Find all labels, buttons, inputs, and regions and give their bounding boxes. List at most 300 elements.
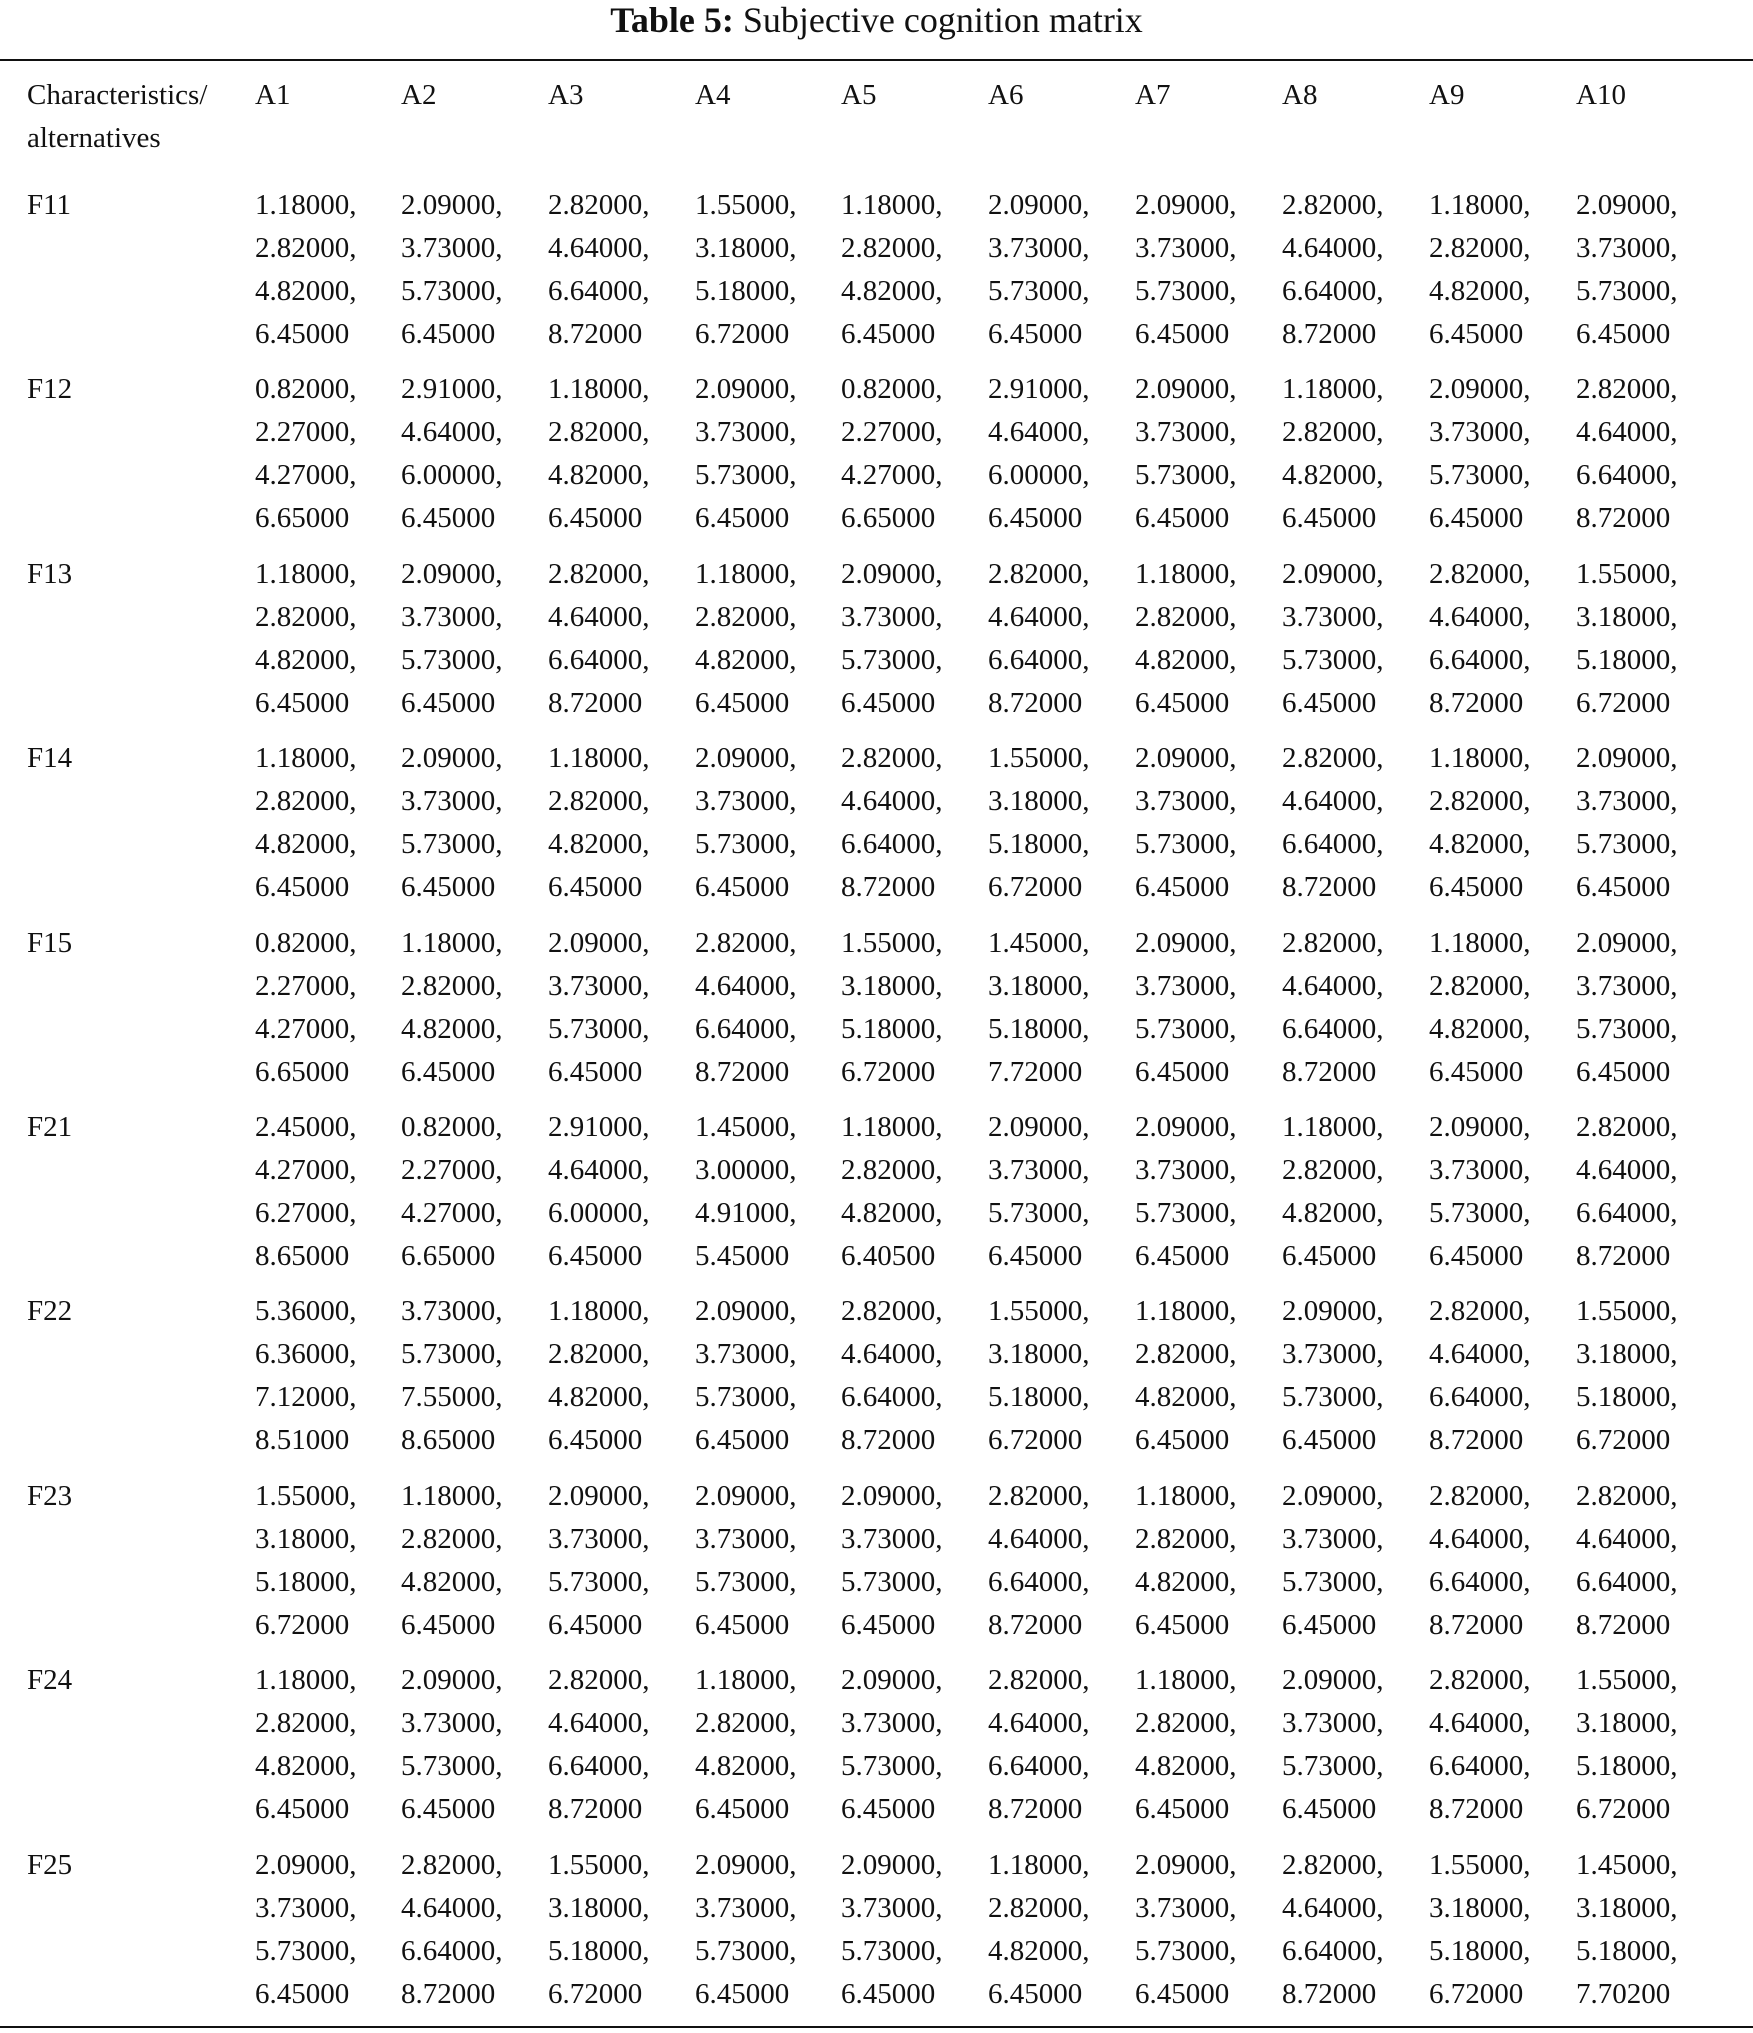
column-header-a7: A7 [1135, 79, 1171, 111]
cell-value: 4.27000, [255, 1013, 357, 1045]
table-cell [988, 368, 1090, 540]
table-row [0, 184, 1753, 364]
cell-value: 5.73000, [841, 1566, 943, 1598]
cell-value: 2.82000, [255, 232, 357, 264]
cell-value: 4.82000, [401, 1013, 503, 1045]
cell-value: 6.45000 [548, 1424, 643, 1456]
cell-value: 3.73000, [1135, 1154, 1237, 1186]
table-cell [841, 737, 943, 909]
table-cell [401, 1106, 503, 1278]
cell-value: 6.45000 [255, 1978, 350, 2010]
cell-value: 2.09000, [1576, 189, 1678, 221]
cell-value: 4.82000, [548, 1381, 650, 1413]
cell-value: 8.72000 [1576, 1609, 1671, 1641]
cell-value: 6.45000 [1135, 1793, 1230, 1825]
cell-value: 5.18000, [988, 828, 1090, 860]
cell-value: 1.18000, [255, 558, 357, 590]
table-cell [841, 553, 943, 725]
cell-value: 1.18000, [1429, 189, 1531, 221]
table-cell [841, 1844, 943, 2016]
cell-value: 3.73000, [401, 1295, 503, 1327]
cell-value: 6.65000 [255, 502, 350, 534]
cell-value: 6.45000 [1429, 1056, 1524, 1088]
cell-value: 3.73000, [841, 601, 943, 633]
table-cell [841, 368, 943, 540]
cell-value: 3.73000, [1429, 1154, 1531, 1186]
cell-value: 6.45000 [1135, 1424, 1230, 1456]
cell-value: 6.72000 [1576, 1424, 1671, 1456]
table-caption-title: Subjective cognition matrix [742, 0, 1143, 40]
cell-value: 6.65000 [255, 1056, 350, 1088]
cell-value: 1.18000, [1135, 1480, 1237, 1512]
cell-value: 1.18000, [1282, 1111, 1384, 1143]
cell-value: 3.73000, [401, 1707, 503, 1739]
cell-value: 1.18000, [401, 927, 503, 959]
cell-value: 3.73000, [1576, 232, 1678, 264]
cell-value: 6.64000, [1576, 1197, 1678, 1229]
corner-header [27, 74, 207, 160]
table-cell [255, 922, 357, 1094]
cell-value: 6.45000 [1429, 1240, 1524, 1272]
cell-value: 6.45000 [401, 1793, 496, 1825]
cell-value: 5.73000, [1135, 1013, 1237, 1045]
cell-value: 2.09000, [1135, 742, 1237, 774]
cell-value: 0.82000, [401, 1111, 503, 1143]
cell-value: 6.45000 [1135, 502, 1230, 534]
cell-value: 8.72000 [1429, 1609, 1524, 1641]
table-cell [1429, 1659, 1531, 1831]
cell-value: 1.18000, [1429, 927, 1531, 959]
cell-value: 6.00000, [988, 459, 1090, 491]
cell-value: 3.18000, [988, 785, 1090, 817]
table-row [0, 1475, 1753, 1655]
cell-value: 6.45000 [1576, 1056, 1671, 1088]
table-row [0, 922, 1753, 1102]
cell-value: 5.18000, [1576, 644, 1678, 676]
cell-value: 2.82000, [1282, 416, 1384, 448]
cell-value: 4.64000, [841, 785, 943, 817]
row-label: F22 [27, 1295, 73, 1327]
cell-value: 2.82000, [548, 416, 650, 448]
cell-value: 1.18000, [255, 742, 357, 774]
cell-value: 3.73000, [1135, 785, 1237, 817]
table-cell [988, 553, 1090, 725]
table-cell [1282, 553, 1384, 725]
cell-value: 2.82000, [1429, 970, 1531, 1002]
table-cell [988, 184, 1090, 356]
cell-value: 3.73000, [1135, 1892, 1237, 1924]
cell-value: 4.64000, [1282, 785, 1384, 817]
column-header-a6: A6 [988, 79, 1024, 111]
table-cell [1282, 1106, 1384, 1278]
cell-value: 2.82000, [988, 558, 1090, 590]
row-label: F25 [27, 1849, 73, 1881]
cell-value: 4.64000, [1576, 416, 1678, 448]
table-row [0, 368, 1753, 548]
cell-value: 6.45000 [1135, 1056, 1230, 1088]
cell-value: 2.09000, [1429, 1111, 1531, 1143]
cell-value: 5.73000, [1135, 1197, 1237, 1229]
cell-value: 2.09000, [401, 1664, 503, 1696]
cell-value: 3.73000, [841, 1707, 943, 1739]
table-cell [255, 553, 357, 725]
table-cell [1429, 737, 1531, 909]
table-cell [1429, 1106, 1531, 1278]
cell-value: 4.64000, [548, 232, 650, 264]
cell-value: 2.09000, [695, 1849, 797, 1881]
cell-value: 6.45000 [1282, 1240, 1377, 1272]
table-cell [695, 922, 797, 1094]
table-cell [1135, 922, 1237, 1094]
cell-value: 5.73000, [1429, 459, 1531, 491]
table-cell [1576, 368, 1678, 540]
cell-value: 4.82000, [255, 644, 357, 676]
table-cell [988, 1475, 1090, 1647]
cell-value: 5.18000, [1576, 1750, 1678, 1782]
cell-value: 0.82000, [255, 927, 357, 959]
cell-value: 4.64000, [1429, 1707, 1531, 1739]
cell-value: 6.45000 [695, 1609, 790, 1641]
cell-value: 1.45000, [1576, 1849, 1678, 1881]
cell-value: 3.73000, [1429, 416, 1531, 448]
cell-value: 1.55000, [988, 1295, 1090, 1327]
cell-value: 6.45000 [1135, 687, 1230, 719]
cell-value: 6.72000 [1576, 1793, 1671, 1825]
table-cell [988, 1659, 1090, 1831]
cell-value: 8.72000 [1282, 1978, 1377, 2010]
table-cell [1576, 1659, 1678, 1831]
column-header-a3: A3 [548, 79, 584, 111]
cell-value: 2.27000, [401, 1154, 503, 1186]
table-cell [548, 737, 650, 909]
column-header-a1: A1 [255, 79, 291, 111]
cell-value: 2.82000, [401, 970, 503, 1002]
cell-value: 5.18000, [1576, 1381, 1678, 1413]
row-label: F15 [27, 927, 73, 959]
cell-value: 3.18000, [988, 970, 1090, 1002]
cell-value: 4.27000, [255, 459, 357, 491]
cell-value: 6.64000, [988, 1566, 1090, 1598]
cell-value: 4.82000, [255, 828, 357, 860]
cell-value: 2.82000, [548, 189, 650, 221]
cell-value: 6.45000 [695, 687, 790, 719]
cell-value: 8.72000 [401, 1978, 496, 2010]
table-cell [988, 1290, 1090, 1462]
table-cell [255, 1659, 357, 1831]
cell-value: 6.45000 [695, 1793, 790, 1825]
cell-value: 5.73000, [695, 459, 797, 491]
cell-value: 6.64000, [1429, 1566, 1531, 1598]
cell-value: 6.45000 [1576, 318, 1671, 350]
table-cell [695, 1290, 797, 1462]
cell-value: 6.64000, [548, 275, 650, 307]
cell-value: 5.73000, [255, 1935, 357, 1967]
cell-value: 2.82000, [1576, 1111, 1678, 1143]
cell-value: 2.82000, [1282, 1154, 1384, 1186]
cell-value: 5.73000, [841, 644, 943, 676]
cell-value: 6.72000 [548, 1978, 643, 2010]
cell-value: 6.45000 [1282, 1424, 1377, 1456]
cell-value: 2.82000, [1576, 1480, 1678, 1512]
table-caption [0, 0, 1753, 40]
cell-value: 6.45000 [1282, 687, 1377, 719]
cell-value: 8.72000 [548, 687, 643, 719]
cell-value: 6.45000 [255, 687, 350, 719]
table-cell [401, 1290, 503, 1462]
cell-value: 1.18000, [1135, 1664, 1237, 1696]
table-cell [1282, 922, 1384, 1094]
table-cell [401, 922, 503, 1094]
table-cell [548, 184, 650, 356]
column-header-a2: A2 [401, 79, 437, 111]
cell-value: 2.09000, [695, 1295, 797, 1327]
cell-value: 8.72000 [548, 318, 643, 350]
cell-value: 4.82000, [695, 1750, 797, 1782]
table-cell [695, 737, 797, 909]
cell-value: 4.64000, [841, 1338, 943, 1370]
row-label: F12 [27, 373, 73, 405]
table-cell [1282, 184, 1384, 356]
cell-value: 2.09000, [548, 1480, 650, 1512]
cell-value: 2.09000, [1135, 1111, 1237, 1143]
cell-value: 2.09000, [988, 189, 1090, 221]
cell-value: 6.40500 [841, 1240, 936, 1272]
cell-value: 5.73000, [695, 1381, 797, 1413]
cell-value: 1.18000, [1282, 373, 1384, 405]
cell-value: 2.82000, [1429, 232, 1531, 264]
table-row [0, 553, 1753, 733]
cell-value: 6.00000, [401, 459, 503, 491]
table-cell [401, 1844, 503, 2016]
cell-value: 4.64000, [548, 601, 650, 633]
table-cell [255, 1290, 357, 1462]
cell-value: 4.64000, [401, 416, 503, 448]
cell-value: 3.73000, [695, 1338, 797, 1370]
cell-value: 1.45000, [988, 927, 1090, 959]
cell-value: 2.82000, [1135, 1338, 1237, 1370]
table-caption-label: Table 5: [610, 0, 734, 40]
table-cell [1135, 1106, 1237, 1278]
cell-value: 4.82000, [255, 275, 357, 307]
cell-value: 5.73000, [1576, 1013, 1678, 1045]
table-cell [695, 553, 797, 725]
cell-value: 5.73000, [988, 1197, 1090, 1229]
cell-value: 6.64000, [695, 1013, 797, 1045]
cell-value: 6.45000 [695, 871, 790, 903]
cell-value: 4.82000, [1429, 1013, 1531, 1045]
cell-value: 2.09000, [988, 1111, 1090, 1143]
cell-value: 8.51000 [255, 1424, 350, 1456]
cell-value: 3.73000, [548, 1523, 650, 1555]
cell-value: 1.18000, [548, 742, 650, 774]
table-cell [255, 184, 357, 356]
cell-value: 3.18000, [1576, 601, 1678, 633]
cell-value: 6.45000 [1135, 1240, 1230, 1272]
cell-value: 1.18000, [255, 189, 357, 221]
cell-value: 4.82000, [1135, 1381, 1237, 1413]
cell-value: 3.73000, [988, 232, 1090, 264]
cell-value: 6.45000 [548, 1609, 643, 1641]
cell-value: 2.82000, [548, 1338, 650, 1370]
cell-value: 4.82000, [1135, 644, 1237, 676]
cell-value: 6.65000 [401, 1240, 496, 1272]
table-cell [255, 1844, 357, 2016]
cell-value: 0.82000, [255, 373, 357, 405]
cell-value: 5.18000, [255, 1566, 357, 1598]
cell-value: 4.82000, [548, 828, 650, 860]
cell-value: 1.18000, [401, 1480, 503, 1512]
cell-value: 1.18000, [841, 189, 943, 221]
cell-value: 3.18000, [1576, 1892, 1678, 1924]
cell-value: 6.45000 [1429, 871, 1524, 903]
cell-value: 3.73000, [1282, 1707, 1384, 1739]
cell-value: 1.18000, [841, 1111, 943, 1143]
cell-value: 6.45000 [841, 687, 936, 719]
cell-value: 3.73000, [548, 970, 650, 1002]
table-cell [1282, 1659, 1384, 1831]
table-cell [1576, 1106, 1678, 1278]
cell-value: 2.27000, [255, 416, 357, 448]
cell-value: 3.18000, [1429, 1892, 1531, 1924]
cell-value: 2.82000, [841, 232, 943, 264]
cell-value: 1.55000, [1576, 1295, 1678, 1327]
table-cell [1135, 1659, 1237, 1831]
cell-value: 8.72000 [1576, 502, 1671, 534]
table-cell [548, 1106, 650, 1278]
table-row [0, 1844, 1753, 2024]
cell-value: 2.82000, [1576, 373, 1678, 405]
table-cell [841, 1475, 943, 1647]
table-cell [841, 1106, 943, 1278]
cell-value: 2.09000, [695, 742, 797, 774]
cell-value: 8.72000 [1576, 1240, 1671, 1272]
cell-value: 8.65000 [255, 1240, 350, 1272]
cell-value: 5.18000, [841, 1013, 943, 1045]
cell-value: 3.73000, [1282, 1338, 1384, 1370]
cell-value: 5.73000, [1282, 1750, 1384, 1782]
cell-value: 1.55000, [988, 742, 1090, 774]
cell-value: 5.73000, [1282, 1381, 1384, 1413]
cell-value: 4.82000, [255, 1750, 357, 1782]
cell-value: 8.72000 [1282, 871, 1377, 903]
cell-value: 6.45000 [401, 318, 496, 350]
table-cell [1282, 1844, 1384, 2016]
table-cell [1429, 184, 1531, 356]
cell-value: 4.64000, [548, 1707, 650, 1739]
table-cell [1135, 1475, 1237, 1647]
cell-value: 5.18000, [988, 1381, 1090, 1413]
cell-value: 3.73000, [1135, 416, 1237, 448]
table-cell [401, 1475, 503, 1647]
table-cell [1135, 737, 1237, 909]
table-row [0, 1106, 1753, 1286]
row-label: F13 [27, 558, 73, 590]
cell-value: 2.91000, [401, 373, 503, 405]
cell-value: 6.45000 [1282, 1793, 1377, 1825]
cell-value: 3.73000, [401, 785, 503, 817]
cell-value: 5.73000, [401, 1338, 503, 1370]
table-top-rule [0, 59, 1753, 61]
cell-value: 5.18000, [548, 1935, 650, 1967]
cell-value: 2.82000, [1282, 742, 1384, 774]
cell-value: 4.64000, [988, 1523, 1090, 1555]
cell-value: 2.45000, [255, 1111, 357, 1143]
cell-value: 7.12000, [255, 1381, 357, 1413]
cell-value: 5.73000, [1576, 828, 1678, 860]
cell-value: 4.82000, [988, 1935, 1090, 1967]
cell-value: 3.73000, [1282, 1523, 1384, 1555]
cell-value: 2.82000, [1282, 1849, 1384, 1881]
cell-value: 4.64000, [1576, 1154, 1678, 1186]
cell-value: 6.64000, [1429, 1381, 1531, 1413]
corner-header-line-2: alternatives [27, 122, 161, 154]
cell-value: 8.72000 [841, 1424, 936, 1456]
cell-value: 6.45000 [988, 318, 1083, 350]
table-cell [401, 368, 503, 540]
cell-value: 1.18000, [1135, 558, 1237, 590]
cell-value: 2.82000, [1429, 558, 1531, 590]
cell-value: 8.72000 [988, 1609, 1083, 1641]
cell-value: 6.64000, [1576, 459, 1678, 491]
cell-value: 4.82000, [1429, 828, 1531, 860]
cell-value: 6.45000 [841, 1978, 936, 2010]
cell-value: 1.55000, [1576, 1664, 1678, 1696]
cell-value: 5.73000, [695, 1935, 797, 1967]
cell-value: 6.45000 [841, 318, 936, 350]
cell-value: 6.36000, [255, 1338, 357, 1370]
cell-value: 6.45000 [1282, 1609, 1377, 1641]
cell-value: 2.82000, [841, 1154, 943, 1186]
cell-value: 6.72000 [1576, 687, 1671, 719]
table-cell [548, 1290, 650, 1462]
cell-value: 5.18000, [1576, 1935, 1678, 1967]
table-cell [401, 737, 503, 909]
cell-value: 4.91000, [695, 1197, 797, 1229]
cell-value: 6.64000, [841, 1381, 943, 1413]
cell-value: 4.27000, [401, 1197, 503, 1229]
cell-value: 6.45000 [255, 871, 350, 903]
cell-value: 2.09000, [841, 1664, 943, 1696]
column-header-a8: A8 [1282, 79, 1318, 111]
cell-value: 6.64000, [988, 644, 1090, 676]
cell-value: 6.45000 [841, 1609, 936, 1641]
cell-value: 6.64000, [548, 644, 650, 676]
table-cell [1135, 1844, 1237, 2016]
table-cell [255, 1475, 357, 1647]
cell-value: 4.27000, [841, 459, 943, 491]
cell-value: 8.72000 [548, 1793, 643, 1825]
column-header-a9: A9 [1429, 79, 1465, 111]
cell-value: 6.64000, [401, 1935, 503, 1967]
cell-value: 1.55000, [1576, 558, 1678, 590]
cell-value: 4.82000, [401, 1566, 503, 1598]
table-cell [548, 1844, 650, 2016]
cell-value: 4.82000, [1282, 459, 1384, 491]
cell-value: 4.82000, [1429, 275, 1531, 307]
cell-value: 6.45000 [1135, 871, 1230, 903]
cell-value: 3.18000, [548, 1892, 650, 1924]
cell-value: 3.00000, [695, 1154, 797, 1186]
cell-value: 2.82000, [695, 1707, 797, 1739]
cell-value: 6.64000, [1429, 644, 1531, 676]
cell-value: 2.09000, [1135, 189, 1237, 221]
cell-value: 1.18000, [988, 1849, 1090, 1881]
cell-value: 2.82000, [1282, 189, 1384, 221]
cell-value: 5.73000, [1135, 828, 1237, 860]
cell-value: 2.91000, [988, 373, 1090, 405]
table-cell [1135, 1290, 1237, 1462]
table-cell [1429, 1475, 1531, 1647]
